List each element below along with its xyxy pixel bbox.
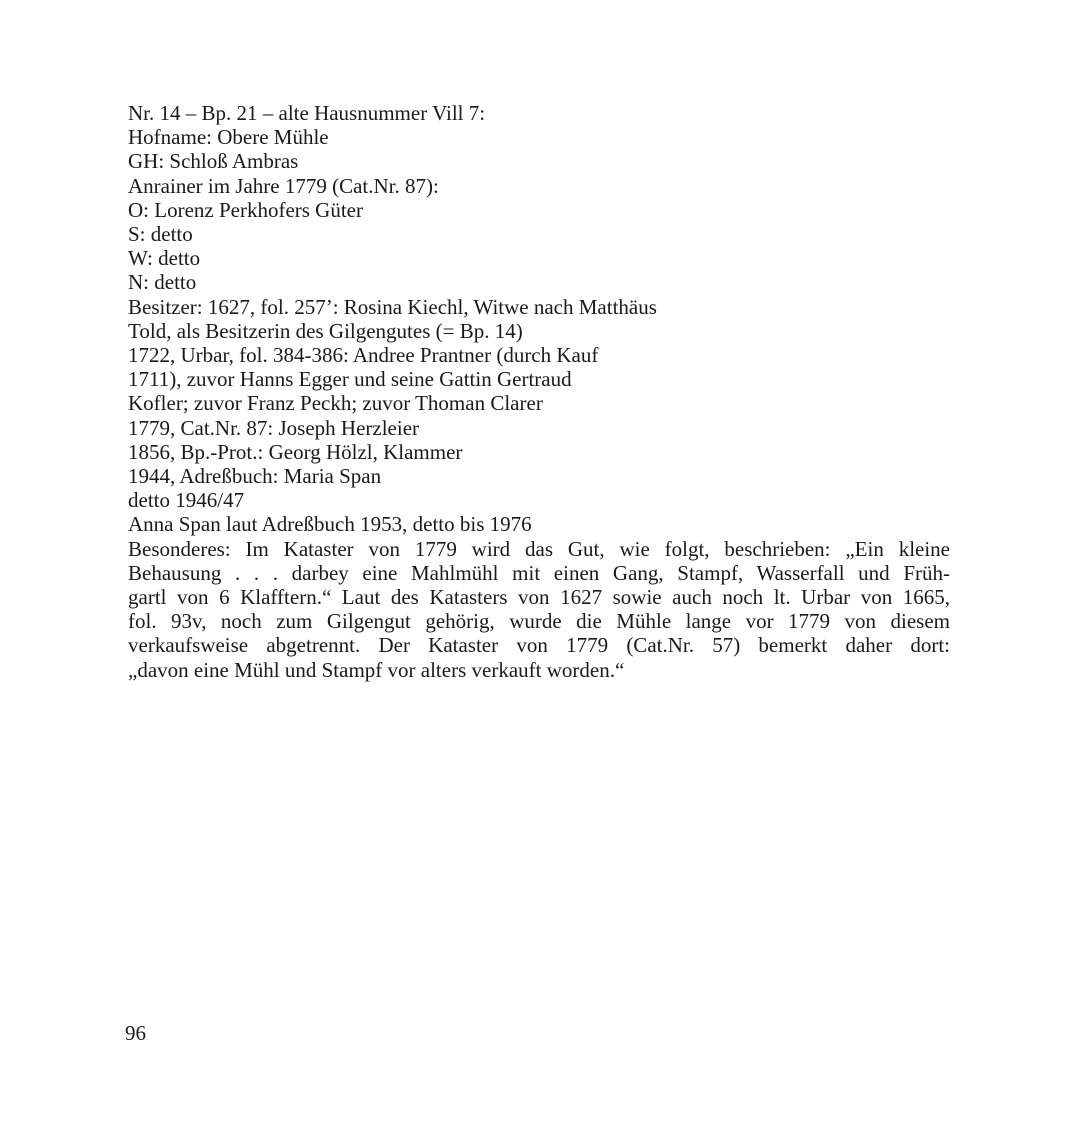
- neighbor-south-line: S: detto: [128, 222, 193, 247]
- anrainer-line: Anrainer im Jahre 1779 (Cat.Nr. 87):: [128, 173, 439, 198]
- owner-line: 1779, Cat.Nr. 87: Joseph Herzleier: [128, 415, 420, 440]
- neighbor-north-line: N: detto: [128, 270, 197, 295]
- paragraph-line: fol. 93v, noch zum Gilgengut gehörig, wurde die Mühle lange vor 1779 von diesem: [128, 609, 950, 634]
- neighbor-east-line: O: Lorenz Perkhofers Güter: [128, 197, 363, 222]
- paragraph-line: „davon eine Mühl und Stampf vor alters verkauft worden.“: [128, 657, 625, 682]
- owner-line: 1722, Urbar, fol. 384-386: Andree Prantner (durch Kauf: [128, 343, 599, 368]
- paragraph-line: verkaufsweise abgetrennt. Der Kataster von 1779 (Cat.Nr. 57) bemerkt daher dort:: [128, 633, 950, 658]
- paragraph-line: Behausung . . . darbey eine Mahlmühl mit einen Gang, Stampf, Wasserfall und Früh-: [128, 560, 950, 585]
- owner-line: Besitzer: 1627, fol. 257’: Rosina Kiechl, Witwe nach Matthäus: [128, 294, 657, 319]
- paragraph-line: Besonderes: Im Kataster von 1779 wird das Gut, wie folgt, beschrieben: „Ein kleine: [128, 536, 950, 561]
- property-entry: [128, 101, 950, 682]
- owner-line: Anna Span laut Adreßbuch 1953, detto bis 1976: [128, 512, 532, 537]
- besonderes-paragraph: [128, 537, 950, 682]
- paragraph-line: gartl von 6 Klafftern.“ Laut des Katasters von 1627 sowie auch noch lt. Urbar von 1665,: [128, 585, 950, 610]
- hofname-line: Hofname: Obere Mühle: [128, 125, 329, 150]
- owner-line: 1856, Bp.-Prot.: Georg Hölzl, Klammer: [128, 439, 463, 464]
- neighbor-west-line: W: detto: [128, 246, 201, 271]
- owner-line: Told, als Besitzerin des Gilgengutes (= Bp. 14): [128, 318, 523, 343]
- owner-line: detto 1946/47: [128, 488, 245, 513]
- entry-heading: Nr. 14 – Bp. 21 – alte Hausnummer Vill 7:: [128, 101, 486, 125]
- owner-line: Kofler; zuvor Franz Peckh; zuvor Thoman Clarer: [128, 391, 543, 416]
- owner-line: 1944, Adreßbuch: Maria Span: [128, 464, 382, 489]
- owner-line: 1711), zuvor Hanns Egger und seine Gattin Gertraud: [128, 367, 572, 392]
- grundherr-line: GH: Schloß Ambras: [128, 149, 299, 174]
- page-number: 96: [125, 1021, 146, 1045]
